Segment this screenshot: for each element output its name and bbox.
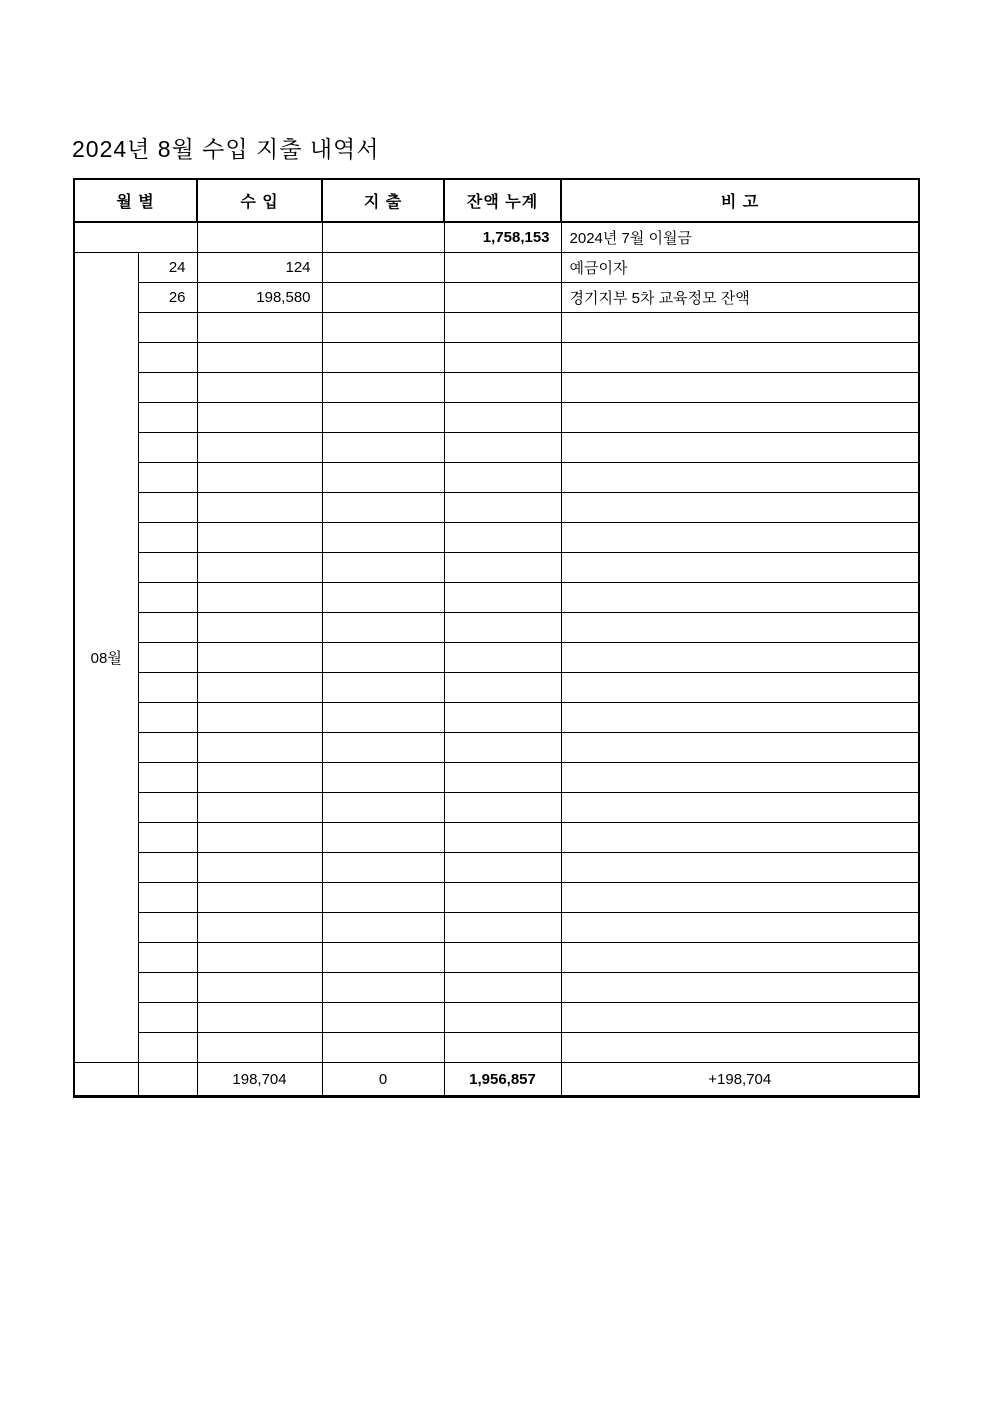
table-row [74, 553, 919, 583]
table-row [74, 673, 919, 703]
carry-month-cell [74, 222, 197, 253]
note-cell [561, 793, 919, 823]
table-row [74, 283, 919, 313]
note-cell [561, 883, 919, 913]
expense-cell [322, 523, 444, 553]
day-cell [138, 523, 197, 553]
income-cell [197, 733, 322, 763]
day-cell [138, 343, 197, 373]
note-cell [561, 313, 919, 343]
table-row [74, 433, 919, 463]
balance-cell [444, 673, 561, 703]
total-month-cell [74, 1063, 138, 1097]
note-cell [561, 913, 919, 943]
expense-cell [322, 613, 444, 643]
table-row [74, 703, 919, 733]
day-cell [138, 493, 197, 523]
total-expense-cell: 0 [322, 1063, 444, 1097]
day-cell [138, 373, 197, 403]
table-row [74, 463, 919, 493]
income-cell [197, 433, 322, 463]
balance-cell [444, 343, 561, 373]
income-cell [197, 343, 322, 373]
balance-cell [444, 1003, 561, 1033]
table-row [74, 823, 919, 853]
income-cell [197, 313, 322, 343]
month-span-cell: 08월 [74, 253, 138, 1063]
header-note: 비 고 [561, 179, 919, 222]
balance-cell [444, 373, 561, 403]
total-row [74, 1063, 919, 1097]
page-title: 2024년 8월 수입 지출 내역서 [72, 136, 380, 162]
balance-cell [444, 553, 561, 583]
expense-cell [322, 973, 444, 1003]
income-cell [197, 823, 322, 853]
income-cell [197, 763, 322, 793]
income-cell [197, 1033, 322, 1063]
day-cell [138, 583, 197, 613]
table-row [74, 343, 919, 373]
balance-cell [444, 283, 561, 313]
balance-cell [444, 643, 561, 673]
income-cell [197, 463, 322, 493]
table-row [74, 883, 919, 913]
balance-cell [444, 763, 561, 793]
balance-cell [444, 313, 561, 343]
income-cell [197, 613, 322, 643]
table-row [74, 973, 919, 1003]
income-cell [197, 883, 322, 913]
table-row [74, 523, 919, 553]
note-cell [561, 403, 919, 433]
day-cell [138, 643, 197, 673]
income-cell [197, 943, 322, 973]
balance-cell [444, 793, 561, 823]
total-balance-cell: 1,956,857 [444, 1063, 561, 1097]
expense-cell [322, 313, 444, 343]
table-row [74, 913, 919, 943]
expense-cell [322, 553, 444, 583]
balance-cell [444, 883, 561, 913]
balance-cell [444, 463, 561, 493]
table-row [74, 643, 919, 673]
balance-cell [444, 403, 561, 433]
note-cell: 예금이자 [561, 253, 919, 283]
day-cell [138, 403, 197, 433]
income-expense-table [73, 178, 920, 1098]
day-cell [138, 883, 197, 913]
day-cell [138, 823, 197, 853]
day-cell [138, 973, 197, 1003]
header-balance: 잔액 누계 [444, 179, 561, 222]
table-row [74, 793, 919, 823]
expense-cell [322, 463, 444, 493]
balance-cell [444, 433, 561, 463]
day-rows-body [74, 253, 919, 1063]
day-cell [138, 703, 197, 733]
note-cell [561, 343, 919, 373]
total-note-cell: +198,704 [561, 1063, 919, 1097]
note-cell [561, 553, 919, 583]
expense-cell [322, 943, 444, 973]
table-row [74, 853, 919, 883]
note-cell [561, 583, 919, 613]
day-cell [138, 313, 197, 343]
carry-over-row [74, 222, 919, 253]
carry-income-cell [197, 222, 322, 253]
header-expense: 지 출 [322, 179, 444, 222]
expense-cell [322, 883, 444, 913]
note-cell [561, 643, 919, 673]
note-cell [561, 973, 919, 1003]
day-cell [138, 793, 197, 823]
table-row [74, 253, 919, 283]
expense-cell [322, 733, 444, 763]
balance-cell [444, 733, 561, 763]
total-income-cell: 198,704 [197, 1063, 322, 1097]
expense-cell [322, 373, 444, 403]
balance-cell [444, 973, 561, 1003]
income-cell [197, 853, 322, 883]
note-cell [561, 463, 919, 493]
table-row [74, 493, 919, 523]
balance-cell [444, 913, 561, 943]
day-cell: 26 [138, 283, 197, 313]
note-cell [561, 1033, 919, 1063]
header-month: 월 별 [74, 179, 197, 222]
day-cell [138, 433, 197, 463]
balance-cell [444, 523, 561, 553]
day-cell [138, 913, 197, 943]
income-cell [197, 973, 322, 1003]
balance-cell [444, 943, 561, 973]
expense-cell [322, 433, 444, 463]
carry-note-cell: 2024년 7월 이월금 [561, 222, 919, 253]
day-cell [138, 1033, 197, 1063]
income-cell [197, 403, 322, 433]
income-cell [197, 523, 322, 553]
table-row [74, 733, 919, 763]
header-row [74, 179, 919, 222]
note-cell [561, 943, 919, 973]
day-cell [138, 613, 197, 643]
day-cell [138, 463, 197, 493]
income-cell: 124 [197, 253, 322, 283]
total-day-cell [138, 1063, 197, 1097]
expense-cell [322, 823, 444, 853]
income-cell [197, 373, 322, 403]
table-row [74, 613, 919, 643]
expense-cell [322, 793, 444, 823]
balance-cell [444, 853, 561, 883]
day-cell [138, 853, 197, 883]
income-cell [197, 493, 322, 523]
note-cell [561, 433, 919, 463]
expense-cell [322, 853, 444, 883]
balance-cell [444, 583, 561, 613]
expense-cell [322, 763, 444, 793]
table-row [74, 313, 919, 343]
carry-expense-cell [322, 222, 444, 253]
note-cell [561, 673, 919, 703]
expense-cell [322, 583, 444, 613]
note-cell [561, 853, 919, 883]
expense-cell [322, 343, 444, 373]
note-cell [561, 1003, 919, 1033]
table-row [74, 583, 919, 613]
note-cell [561, 523, 919, 553]
day-cell [138, 1003, 197, 1033]
note-cell [561, 613, 919, 643]
day-cell [138, 733, 197, 763]
expense-cell [322, 493, 444, 523]
expense-cell [322, 643, 444, 673]
table-row [74, 763, 919, 793]
table-row [74, 1033, 919, 1063]
income-cell [197, 553, 322, 583]
table-row [74, 403, 919, 433]
expense-cell [322, 673, 444, 703]
note-cell: 경기지부 5차 교육정모 잔액 [561, 283, 919, 313]
expense-cell [322, 1003, 444, 1033]
balance-cell [444, 1033, 561, 1063]
expense-cell [322, 283, 444, 313]
income-cell [197, 643, 322, 673]
day-cell [138, 553, 197, 583]
table-row [74, 943, 919, 973]
table-row [74, 1003, 919, 1033]
note-cell [561, 823, 919, 853]
income-cell [197, 673, 322, 703]
note-cell [561, 373, 919, 403]
expense-cell [322, 703, 444, 733]
income-cell [197, 793, 322, 823]
day-cell: 24 [138, 253, 197, 283]
note-cell [561, 493, 919, 523]
header-income: 수 입 [197, 179, 322, 222]
expense-cell [322, 913, 444, 943]
balance-cell [444, 493, 561, 523]
note-cell [561, 703, 919, 733]
balance-cell [444, 253, 561, 283]
note-cell [561, 763, 919, 793]
balance-cell [444, 613, 561, 643]
note-cell [561, 733, 919, 763]
day-cell [138, 943, 197, 973]
expense-cell [322, 1033, 444, 1063]
balance-cell [444, 703, 561, 733]
table-row [74, 373, 919, 403]
income-cell [197, 1003, 322, 1033]
day-cell [138, 673, 197, 703]
income-cell [197, 583, 322, 613]
day-cell [138, 763, 197, 793]
income-cell: 198,580 [197, 283, 322, 313]
income-cell [197, 703, 322, 733]
income-cell [197, 913, 322, 943]
carry-balance-cell: 1,758,153 [444, 222, 561, 253]
balance-cell [444, 823, 561, 853]
expense-cell [322, 403, 444, 433]
expense-cell [322, 253, 444, 283]
